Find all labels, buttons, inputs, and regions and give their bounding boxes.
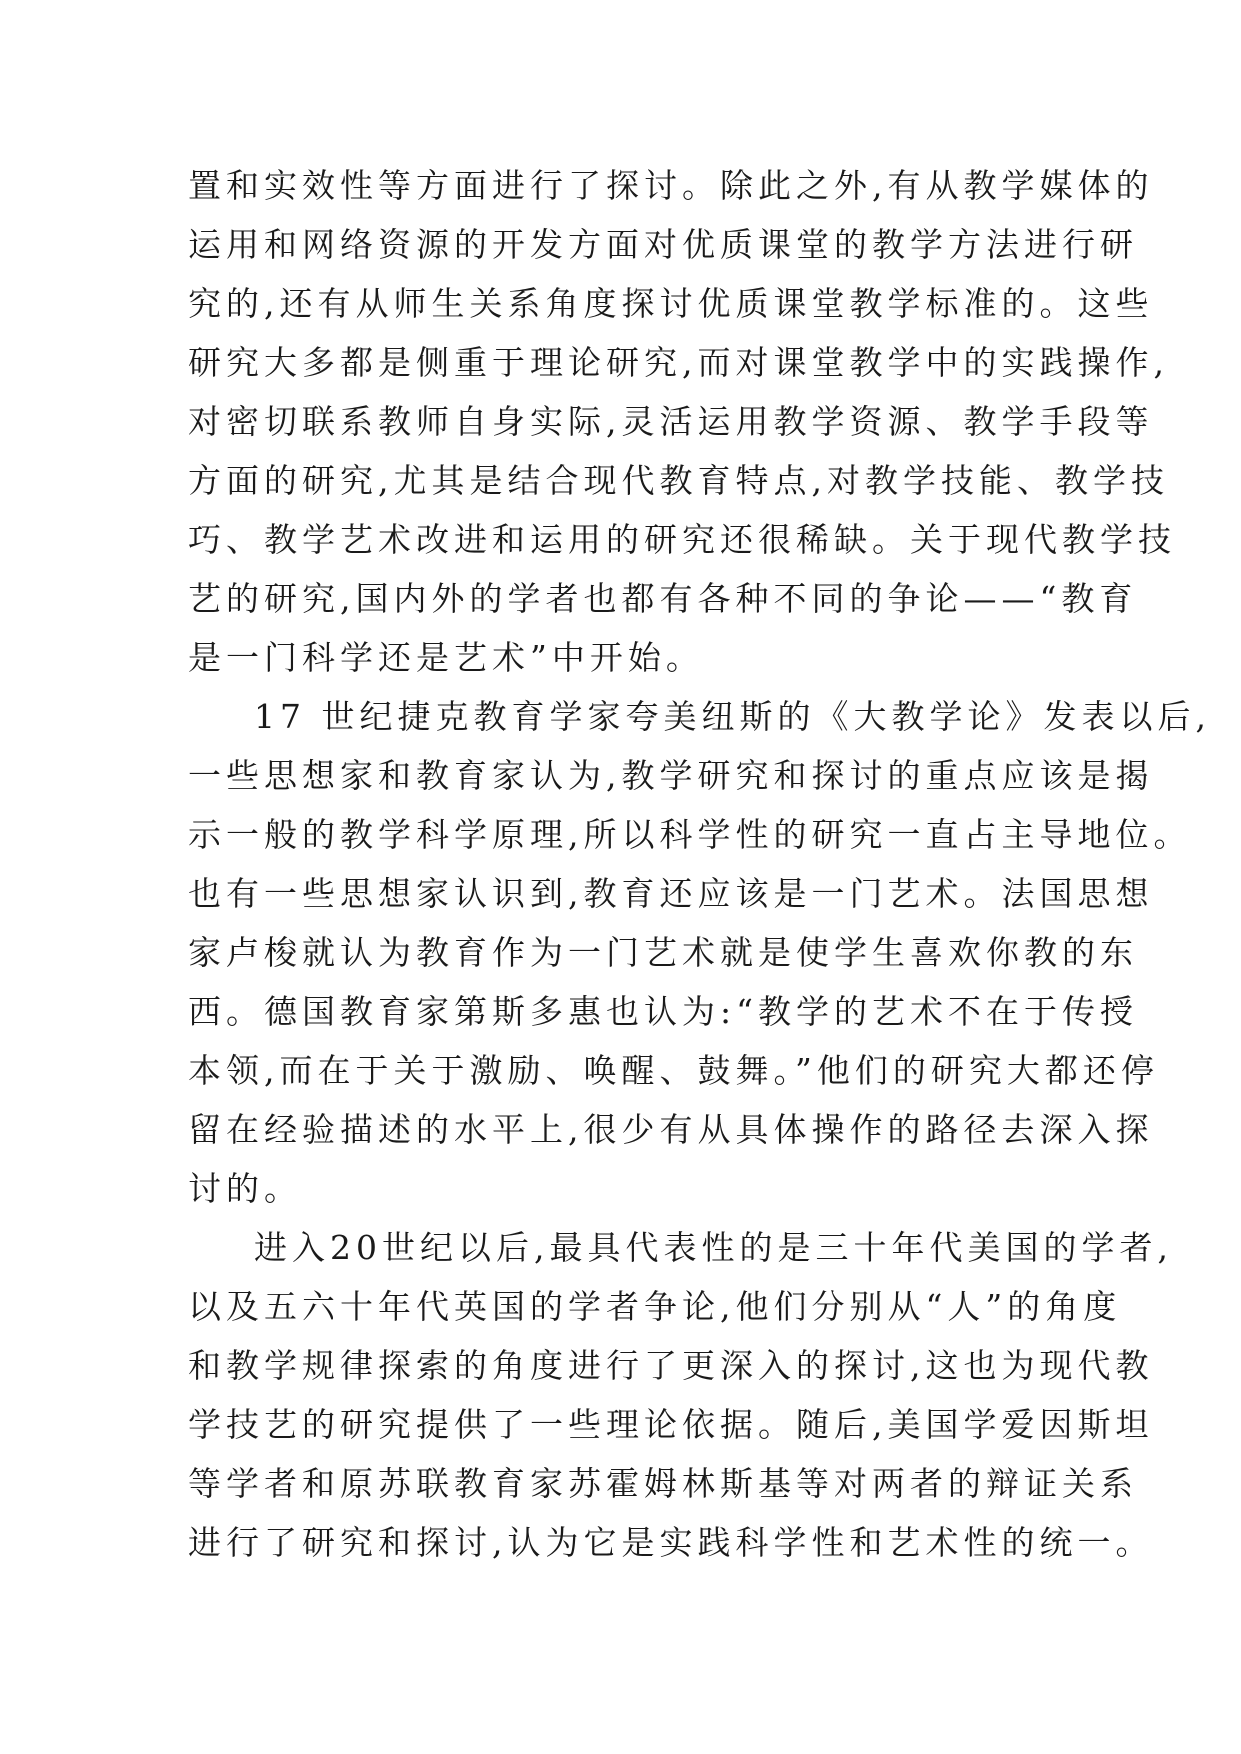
text-line: 和教学规律探索的角度进行了更深入的探讨,这也为现代教 [188, 1346, 1154, 1385]
text-line: 讨的。 [188, 1169, 302, 1208]
text-line: 家卢梭就认为教育作为一门艺术就是使学生喜欢你教的东 [188, 933, 1138, 972]
text-line: 进行了研究和探讨,认为它是实践科学性和艺术性的统一。 [188, 1523, 1154, 1562]
text-line: 17 世纪捷克教育学家夸美纽斯的《大教学论》发表以后, [254, 697, 1211, 736]
text-line: 研究大多都是侧重于理论研究,而对课堂教学中的实践操作, [188, 343, 1169, 382]
paragraph-2 [188, 687, 1211, 1218]
text-line: 学技艺的研究提供了一些理论依据。随后,美国学爱因斯坦 [188, 1405, 1154, 1444]
text-line: 进入20世纪以后,最具代表性的是三十年代美国的学者, [254, 1228, 1173, 1267]
body-text [188, 156, 1211, 1572]
text-line: 巧、教学艺术改进和运用的研究还很稀缺。关于现代教学技 [188, 520, 1176, 559]
text-line: 究的,还有从师生关系角度探讨优质课堂教学标准的。这些 [188, 284, 1154, 323]
text-line: 方面的研究,尤其是结合现代教育特点,对教学技能、教学技 [188, 461, 1169, 500]
paragraph-1 [188, 156, 1176, 687]
text-line: 一些思想家和教育家认为,教学研究和探讨的重点应该是揭 [188, 756, 1154, 795]
text-line: 也有一些思想家认识到,教育还应该是一门艺术。法国思想 [188, 874, 1154, 913]
text-line: 示一般的教学科学原理,所以科学性的研究一直占主导地位。 [188, 815, 1192, 854]
text-line: 等学者和原苏联教育家苏霍姆林斯基等对两者的辩证关系 [188, 1464, 1138, 1503]
text-line: 置和实效性等方面进行了探讨。除此之外,有从教学媒体的 [188, 166, 1154, 205]
text-line: 艺的研究,国内外的学者也都有各种不同的争论——“教育 [188, 579, 1138, 618]
paragraph-3 [188, 1218, 1173, 1572]
text-line: 是一门科学还是艺术”中开始。 [188, 638, 704, 677]
text-line: 本领,而在于关于激励、唤醒、鼓舞。”他们的研究大都还停 [188, 1051, 1159, 1090]
text-line: 留在经验描述的水平上,很少有从具体操作的路径去深入探 [188, 1110, 1154, 1149]
text-line: 对密切联系教师自身实际,灵活运用教学资源、教学手段等 [188, 402, 1154, 441]
text-line: 运用和网络资源的开发方面对优质课堂的教学方法进行研 [188, 225, 1138, 264]
text-line: 西。德国教育家第斯多惠也认为:“教学的艺术不在于传授 [188, 992, 1138, 1031]
text-line: 以及五六十年代英国的学者争论,他们分别从“人”的角度 [188, 1287, 1122, 1326]
